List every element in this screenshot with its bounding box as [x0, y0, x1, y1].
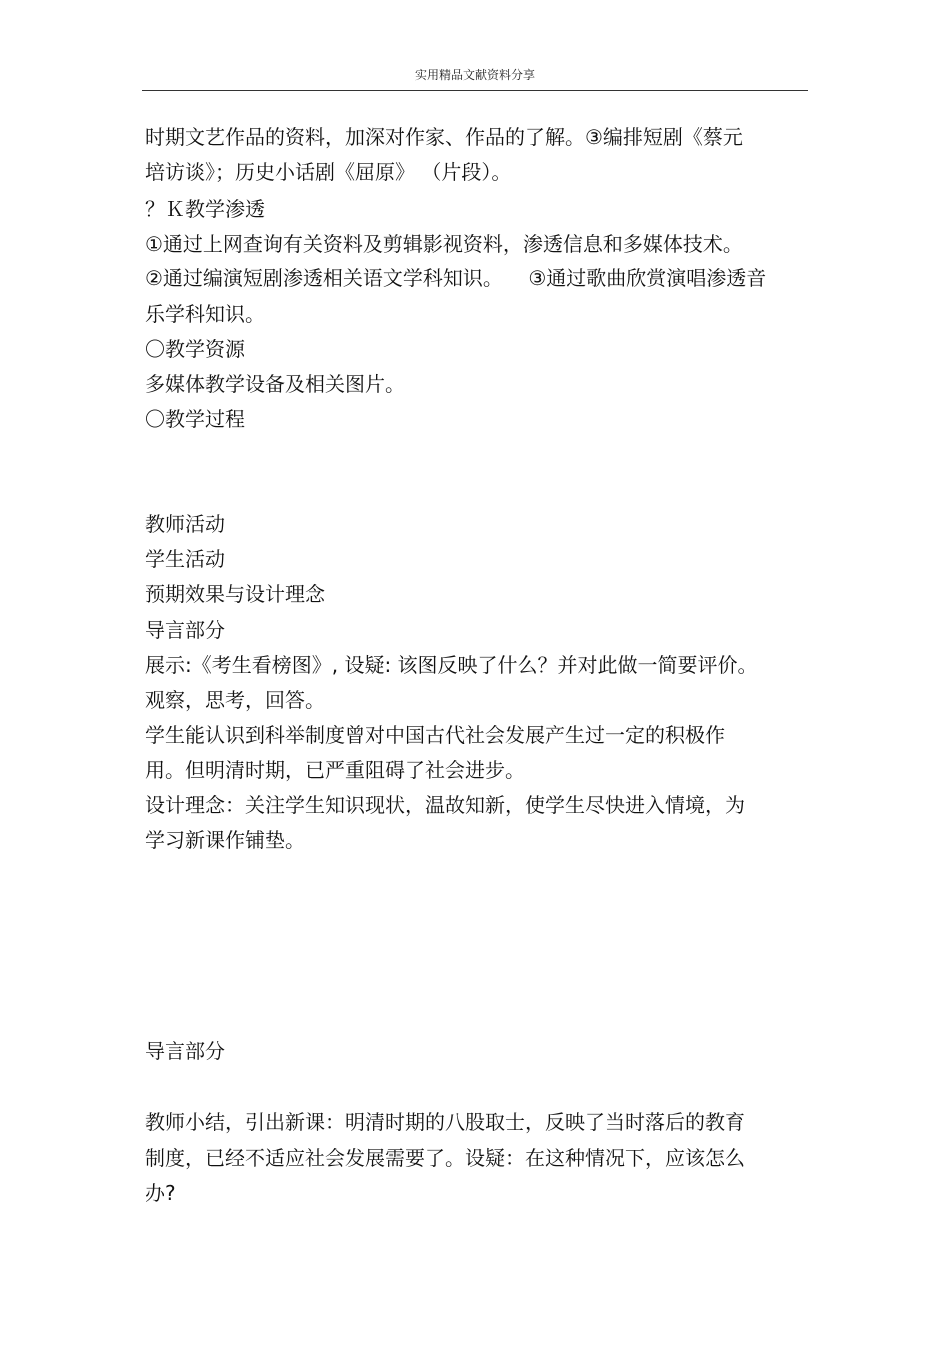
body-line: ①通过上网查询有关资料及剪辑影视资料，渗透信息和多媒体技术。: [145, 232, 743, 256]
section-heading: 〇教学资源: [145, 337, 245, 361]
body-line: 办?: [145, 1181, 176, 1205]
body-line: ②通过编演短剧渗透相关语文学科知识。 ③通过歌曲欣赏演唱渗透音: [145, 266, 767, 290]
body-line: 展示:《考生看榜图》, 设疑: 该图反映了什么？并对此做一简要评价。: [145, 653, 758, 677]
body-line: 制度，已经不适应社会发展需要了。设疑：在这种情况下，应该怎么: [145, 1146, 745, 1170]
body-line: 学生能认识到科举制度曾对中国古代社会发展产生过一定的积极作: [145, 723, 725, 747]
table-column-label: 预期效果与设计理念: [145, 582, 325, 606]
body-line: 用。但明清时期，已严重阻碍了社会进步。: [145, 758, 525, 782]
header-divider: [142, 90, 808, 91]
body-line: 时期文艺作品的资料，加深对作家、作品的了解。③编排短剧《蔡元: [145, 125, 743, 149]
body-line: 观察，思考，回答。: [145, 688, 325, 712]
table-column-label: 教师活动: [145, 512, 225, 536]
section-heading: ？Ｋ教学渗透: [145, 197, 265, 221]
body-line: 设计理念：关注学生知识现状，温故知新，使学生尽快进入情境，为: [145, 793, 745, 817]
page-header: 实用精品文献资料分享: [414, 68, 535, 82]
body-line: 多媒体教学设备及相关图片。: [145, 372, 405, 396]
body-line: 教师小结，引出新课：明清时期的八股取士，反映了当时落后的教育: [145, 1110, 745, 1134]
body-line: 乐学科知识。: [145, 302, 265, 326]
body-line: 学习新课作铺垫。: [145, 828, 305, 852]
section-heading: 〇教学过程: [145, 407, 245, 431]
section-heading: 导言部分: [145, 1039, 225, 1063]
body-line: 培访谈》；历史小话剧《屈原》 （片段）。: [145, 160, 512, 184]
table-column-label: 学生活动: [145, 547, 225, 571]
section-heading: 导言部分: [145, 618, 225, 642]
